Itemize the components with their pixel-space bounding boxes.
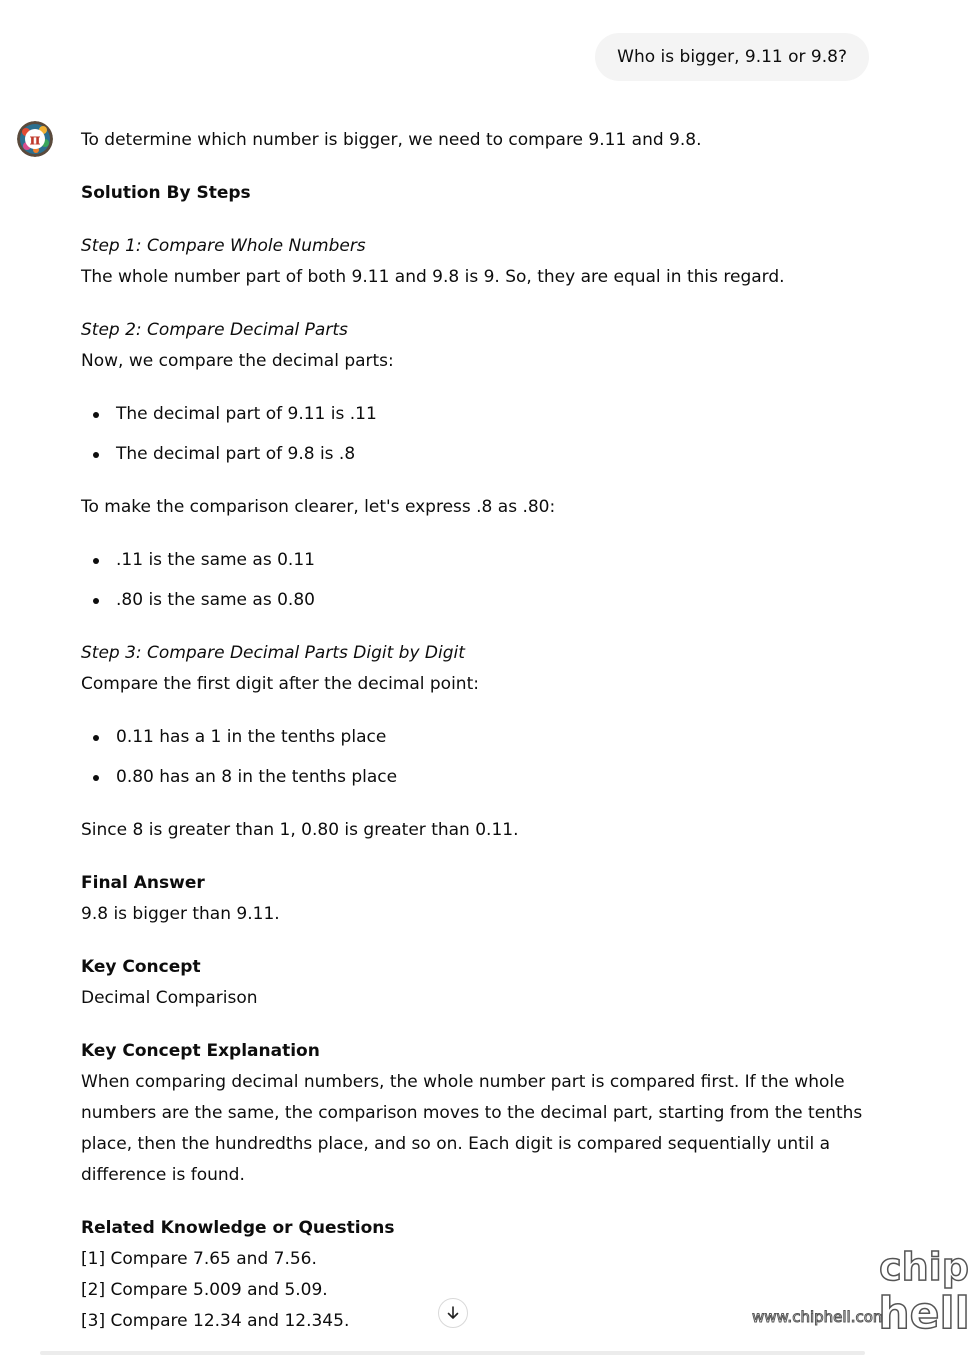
step3-text: Compare the first digit after the decimal point: (81, 674, 479, 694)
step2-bullet-list-2 (81, 545, 866, 616)
key-concept-explanation-heading: Key Concept Explanation (81, 1041, 320, 1061)
step2-text2: To make the comparison clearer, let's express .8 as .80: (81, 497, 556, 517)
key-concept-text: Decimal Comparison (81, 988, 258, 1008)
list-item: 0.11 has a 1 in the tenths place (81, 722, 866, 753)
list-item: The decimal part of 9.11 is .11 (81, 399, 866, 430)
step2-bullet-list (81, 399, 866, 470)
related-heading: Related Knowledge or Questions (81, 1218, 395, 1238)
related-item: [2] Compare 5.009 and 5.09. (81, 1280, 328, 1300)
step2-title: Step 2: Compare Decimal Parts (81, 320, 348, 340)
assistant-answer (81, 125, 866, 1337)
list-item: 0.80 has an 8 in the tenths place (81, 762, 866, 793)
final-answer-text: 9.8 is bigger than 9.11. (81, 904, 280, 924)
pi-avatar-icon (17, 121, 53, 157)
related-item: [1] Compare 7.65 and 7.56. (81, 1249, 317, 1269)
step1-title: Step 1: Compare Whole Numbers (81, 236, 366, 256)
watermark-logo-line1: chip (879, 1245, 969, 1289)
composer-top-edge (40, 1351, 865, 1355)
step3-conclusion: Since 8 is greater than 1, 0.80 is greater than 0.11. (81, 820, 519, 840)
key-concept-heading: Key Concept (81, 957, 201, 977)
chiphell-watermark-logo (878, 1238, 970, 1334)
step2-text: Now, we compare the decimal parts: (81, 351, 394, 371)
scroll-to-bottom-button[interactable] (438, 1298, 468, 1328)
step3-bullet-list (81, 722, 866, 793)
key-concept-explanation-text: When comparing decimal numbers, the whole number part is compared first. If the whole numbers are the same, the comparison moves to the decimal part, starting from the tenths place, then the hundredths place, and so on. Each digit is compared sequentially until a difference is found. (81, 1072, 863, 1185)
final-answer-heading: Final Answer (81, 873, 205, 893)
user-message-text: Who is bigger, 9.11 or 9.8? (617, 47, 847, 67)
list-item: .80 is the same as 0.80 (81, 585, 866, 616)
answer-intro: To determine which number is bigger, we need to compare 9.11 and 9.8. (81, 130, 702, 150)
watermark-logo-line2: hell (878, 1288, 970, 1334)
user-message-bubble (595, 33, 869, 81)
list-item: .11 is the same as 0.11 (81, 545, 866, 576)
watermark-url: www.chiphell.com (752, 1308, 888, 1326)
solution-heading: Solution By Steps (81, 183, 251, 203)
step3-title: Step 3: Compare Decimal Parts Digit by Digit (81, 643, 465, 663)
step1-text: The whole number part of both 9.11 and 9.8 is 9. So, they are equal in this regard. (81, 267, 785, 287)
related-item: [3] Compare 12.34 and 12.345. (81, 1311, 350, 1331)
list-item: The decimal part of 9.8 is .8 (81, 439, 866, 470)
svg-text:π: π (29, 130, 41, 149)
arrow-down-icon (445, 1305, 461, 1321)
